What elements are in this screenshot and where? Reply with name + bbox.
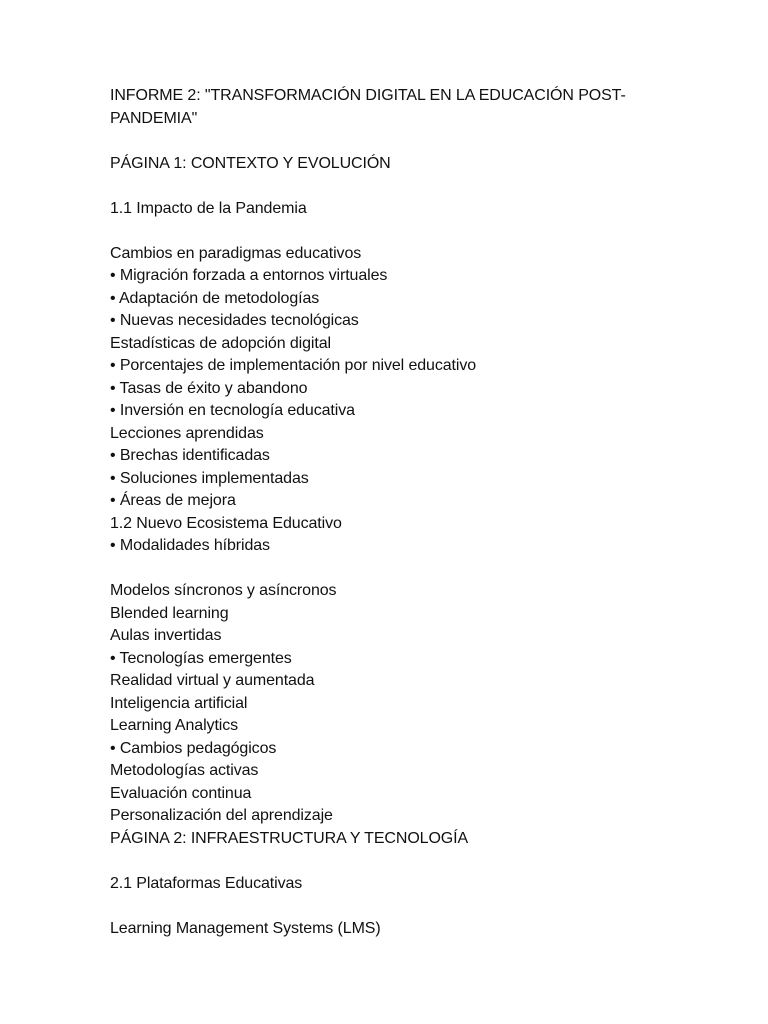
list-item: Evaluación continua bbox=[110, 784, 252, 802]
list-item: • Nuevas necesidades tecnológicas bbox=[110, 312, 359, 329]
list-item: Personalización del aprendizaje bbox=[110, 807, 333, 824]
list-item: Learning Analytics bbox=[110, 717, 239, 734]
list-item: • Tasas de éxito y abandono bbox=[110, 379, 308, 397]
list-item: • Inversión en tecnología educativa bbox=[110, 402, 355, 419]
document-page bbox=[110, 85, 670, 940]
paradigms-label: Cambios en paradigmas educativos bbox=[110, 244, 362, 262]
section-1-1-heading: 1.1 Impacto de la Pandemia bbox=[110, 199, 307, 217]
document-title-line-1: INFORME 2: "TRANSFORMACIÓN DIGITAL EN LA EDUCACIÓN POST- bbox=[110, 87, 626, 104]
lms-label: Learning Management Systems (LMS) bbox=[110, 919, 381, 937]
section-2-1-heading: 2.1 Plataformas Educativas bbox=[110, 874, 303, 892]
page-1-heading: PÁGINA 1: CONTEXTO Y EVOLUCIÓN bbox=[110, 154, 391, 172]
list-item: Blended learning bbox=[110, 604, 229, 622]
list-item: • Áreas de mejora bbox=[110, 492, 236, 509]
spacer bbox=[110, 895, 670, 918]
list-item: Aulas invertidas bbox=[110, 627, 222, 644]
list-item: • Soluciones implementadas bbox=[110, 469, 309, 487]
spacer bbox=[110, 850, 670, 873]
list-item: • Porcentajes de implementación por nivel educativo bbox=[110, 357, 477, 374]
list-item: Modelos síncronos y asíncronos bbox=[110, 582, 337, 599]
section-1-2-heading: 1.2 Nuevo Ecosistema Educativo bbox=[110, 514, 342, 532]
list-item: Metodologías activas bbox=[110, 762, 259, 779]
spacer bbox=[110, 175, 670, 198]
list-item: • Brechas identificadas bbox=[110, 447, 270, 464]
list-item: Realidad virtual y aumentada bbox=[110, 672, 315, 689]
list-item: • Adaptación de metodologías bbox=[110, 289, 320, 307]
list-item: Inteligencia artificial bbox=[110, 694, 248, 712]
pedagogy-label: • Cambios pedagógicos bbox=[110, 739, 277, 757]
lessons-label: Lecciones aprendidas bbox=[110, 424, 264, 442]
spacer bbox=[110, 130, 670, 153]
spacer bbox=[110, 220, 670, 243]
spacer bbox=[110, 558, 670, 581]
stats-label: Estadísticas de adopción digital bbox=[110, 334, 331, 352]
document-title-line-2: PANDEMIA" bbox=[110, 109, 198, 127]
hybrid-label: • Modalidades híbridas bbox=[110, 537, 270, 554]
page-2-heading: PÁGINA 2: INFRAESTRUCTURA Y TECNOLOGÍA bbox=[110, 829, 469, 847]
list-item: • Migración forzada a entornos virtuales bbox=[110, 267, 388, 284]
tech-label: • Tecnologías emergentes bbox=[110, 649, 292, 667]
